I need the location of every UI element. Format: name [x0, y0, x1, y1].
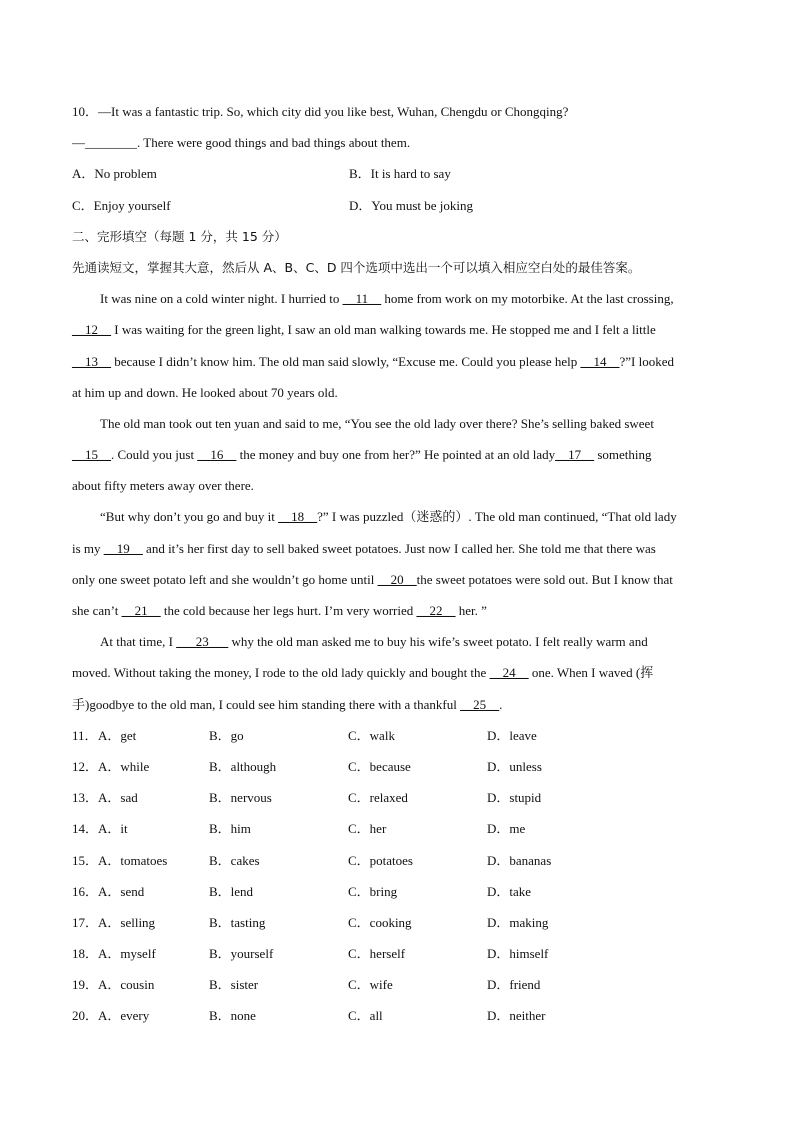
blank-14: __14__ — [580, 353, 620, 369]
option-row-18: 18． A．myself B．yourself C．herself D．himself — [72, 938, 722, 969]
passage-line: __13__ because I didn’t know him. The old man said slowly, “Excuse me. Could you please help __14__?”I looked — [72, 353, 674, 369]
option-row-12: 12． A．while B．although C．because D．unless — [72, 751, 722, 782]
option-a: A．No problem — [72, 166, 157, 182]
option-d: D．stupid — [487, 790, 542, 806]
option-b: B．sister — [209, 977, 259, 993]
blank-13: __13__ — [72, 353, 111, 369]
passage-line: she can’t __21__ the cold because her legs hurt. I’m very worried __22__ her. ” — [72, 603, 487, 618]
passage-line: “But why don’t you go and buy it __18__?” I was puzzled（迷惑的）. The old man continued, “That old lady — [100, 509, 677, 525]
blank-17: __17__ — [555, 447, 595, 463]
cloze-options — [72, 720, 722, 1032]
option-row-19: 19． A．cousin B．sister C．wife D．friend — [72, 969, 722, 1000]
option-d: D．me — [487, 821, 526, 837]
option-b: B．tasting — [209, 914, 266, 930]
option-b: B．lend — [209, 883, 254, 899]
option-row-16: 16． A．send B．lend C．bring D．take — [72, 876, 722, 907]
passage-line: __12__ I was waiting for the green light, I saw an old man walking towards me. He stopped me and I felt a little — [72, 322, 656, 338]
passage-line: The old man took out ten yuan and said to me, “You see the old lady over there? She’s selling baked sweet — [100, 415, 654, 431]
passage-line: 手)goodbye to the old man, I could see him standing there with a thankful __25__. — [72, 696, 503, 712]
option-d: D．unless — [487, 758, 542, 774]
option-d: D．making — [487, 914, 549, 930]
option-c: C．relaxed — [348, 790, 408, 806]
option-d: D．take — [487, 883, 532, 899]
option-c: C．bring — [348, 883, 398, 899]
question-10-options-row-2 — [72, 190, 722, 221]
option-a: A．it — [98, 821, 128, 837]
blank-20: __20__ — [377, 571, 417, 587]
blank-15: __15__ — [72, 447, 111, 463]
option-d: D．himself — [487, 946, 549, 962]
option-c: C．because — [348, 758, 411, 774]
blank-25: __25__ — [460, 696, 500, 712]
option-c: C．cooking — [348, 914, 412, 930]
option-a: A．get — [98, 727, 137, 743]
passage-line: At that time, I ___23___ why the old man asked me to buy his wife’s sweet potato. I felt really warm and — [100, 634, 648, 650]
blank-24: __24__ — [489, 665, 529, 681]
option-row-14: 14． A．it B．him C．her D．me — [72, 813, 722, 844]
blank-16: __16__ — [197, 447, 237, 463]
option-c: C．Enjoy yourself — [72, 197, 171, 213]
option-d: D．leave — [487, 727, 537, 743]
option-b: B．cakes — [209, 852, 260, 868]
passage-line: only one sweet potato left and she wouldn’t go home until __20__the sweet potatoes were sold out. But I know that — [72, 571, 673, 587]
option-a: A．myself — [98, 946, 156, 962]
option-a: A．tomatoes — [98, 852, 168, 868]
section-heading: 二、完形填空（每题 1 分，共 15 分） — [72, 228, 287, 244]
option-c: C．all — [348, 1008, 383, 1024]
passage-line: is my __19__ and it’s her first day to sell baked sweet potatoes. Just now I called her. She told me that there was — [72, 540, 656, 556]
passage-line: about fifty meters away over there. — [72, 478, 254, 494]
blank-19: __19__ — [103, 540, 143, 556]
section-instruction: 先通读短文，掌握其大意，然后从 A、B、C、D 四个选项中选出一个可以填入相应空白处的最佳答案。 — [72, 259, 641, 275]
option-c: C．herself — [348, 946, 406, 962]
option-c: C．wife — [348, 977, 393, 993]
question-10: 10．—It was a fantastic trip. So, which city did you like best, Wuhan, Chengdu or Chongqing? — [72, 104, 569, 119]
passage-line: at him up and down. He looked about 70 years old. — [72, 384, 338, 400]
cloze-passage — [72, 283, 722, 720]
option-row-20: 20． A．every B．none C．all D．neither — [72, 1000, 722, 1031]
option-b: B．none — [209, 1008, 256, 1024]
blank-23: ___23___ — [176, 634, 229, 650]
option-a: A．while — [98, 758, 150, 774]
option-d: D．neither — [487, 1008, 546, 1024]
option-b: B．nervous — [209, 790, 272, 806]
option-b: B．although — [209, 758, 277, 774]
option-b: B．yourself — [209, 946, 274, 962]
option-b: B．him — [209, 821, 251, 837]
question-10-options-row-1 — [72, 158, 722, 189]
passage-line: __15__. Could you just __16__ the money and buy one from her?” He pointed at an old lady__17__ something — [72, 447, 652, 463]
option-a: A．send — [98, 883, 145, 899]
option-d: D．friend — [487, 977, 541, 993]
blank-12: __12__ — [72, 322, 111, 338]
option-a: A．sad — [98, 790, 138, 806]
passage-line: It was nine on a cold winter night. I hurried to __11__ home from work on my motorbike. At the last crossing, — [100, 291, 674, 307]
blank-18: __18__ — [278, 509, 318, 525]
option-row-15: 15． A．tomatoes B．cakes C．potatoes D．bananas — [72, 845, 722, 876]
blank-21: __21__ — [121, 603, 161, 618]
blank-22: __22__ — [416, 603, 456, 618]
option-row-11: 11． A．get B．go C．walk D．leave — [72, 720, 722, 751]
option-a: A．selling — [98, 914, 156, 930]
option-c: C．potatoes — [348, 852, 413, 868]
option-a: A．every — [98, 1008, 150, 1024]
option-row-13: 13． A．sad B．nervous C．relaxed D．stupid — [72, 782, 722, 813]
option-row-17: 17． A．selling B．tasting C．cooking D．making — [72, 907, 722, 938]
option-a: A．cousin — [98, 977, 155, 993]
option-d: D．You must be joking — [349, 197, 474, 213]
passage-line: moved. Without taking the money, I rode to the old lady quickly and bought the __24__ one. When I waved (挥 — [72, 665, 654, 681]
option-b: B．It is hard to say — [349, 166, 451, 182]
worksheet-page — [72, 96, 722, 1032]
question-10-reply: —________. There were good things and bad things about them. — [72, 135, 411, 151]
option-c: C．her — [348, 821, 387, 837]
blank-11: __11__ — [342, 291, 382, 307]
option-c: C．walk — [348, 727, 395, 743]
option-d: D．bananas — [487, 852, 552, 868]
option-b: B．go — [209, 727, 244, 743]
